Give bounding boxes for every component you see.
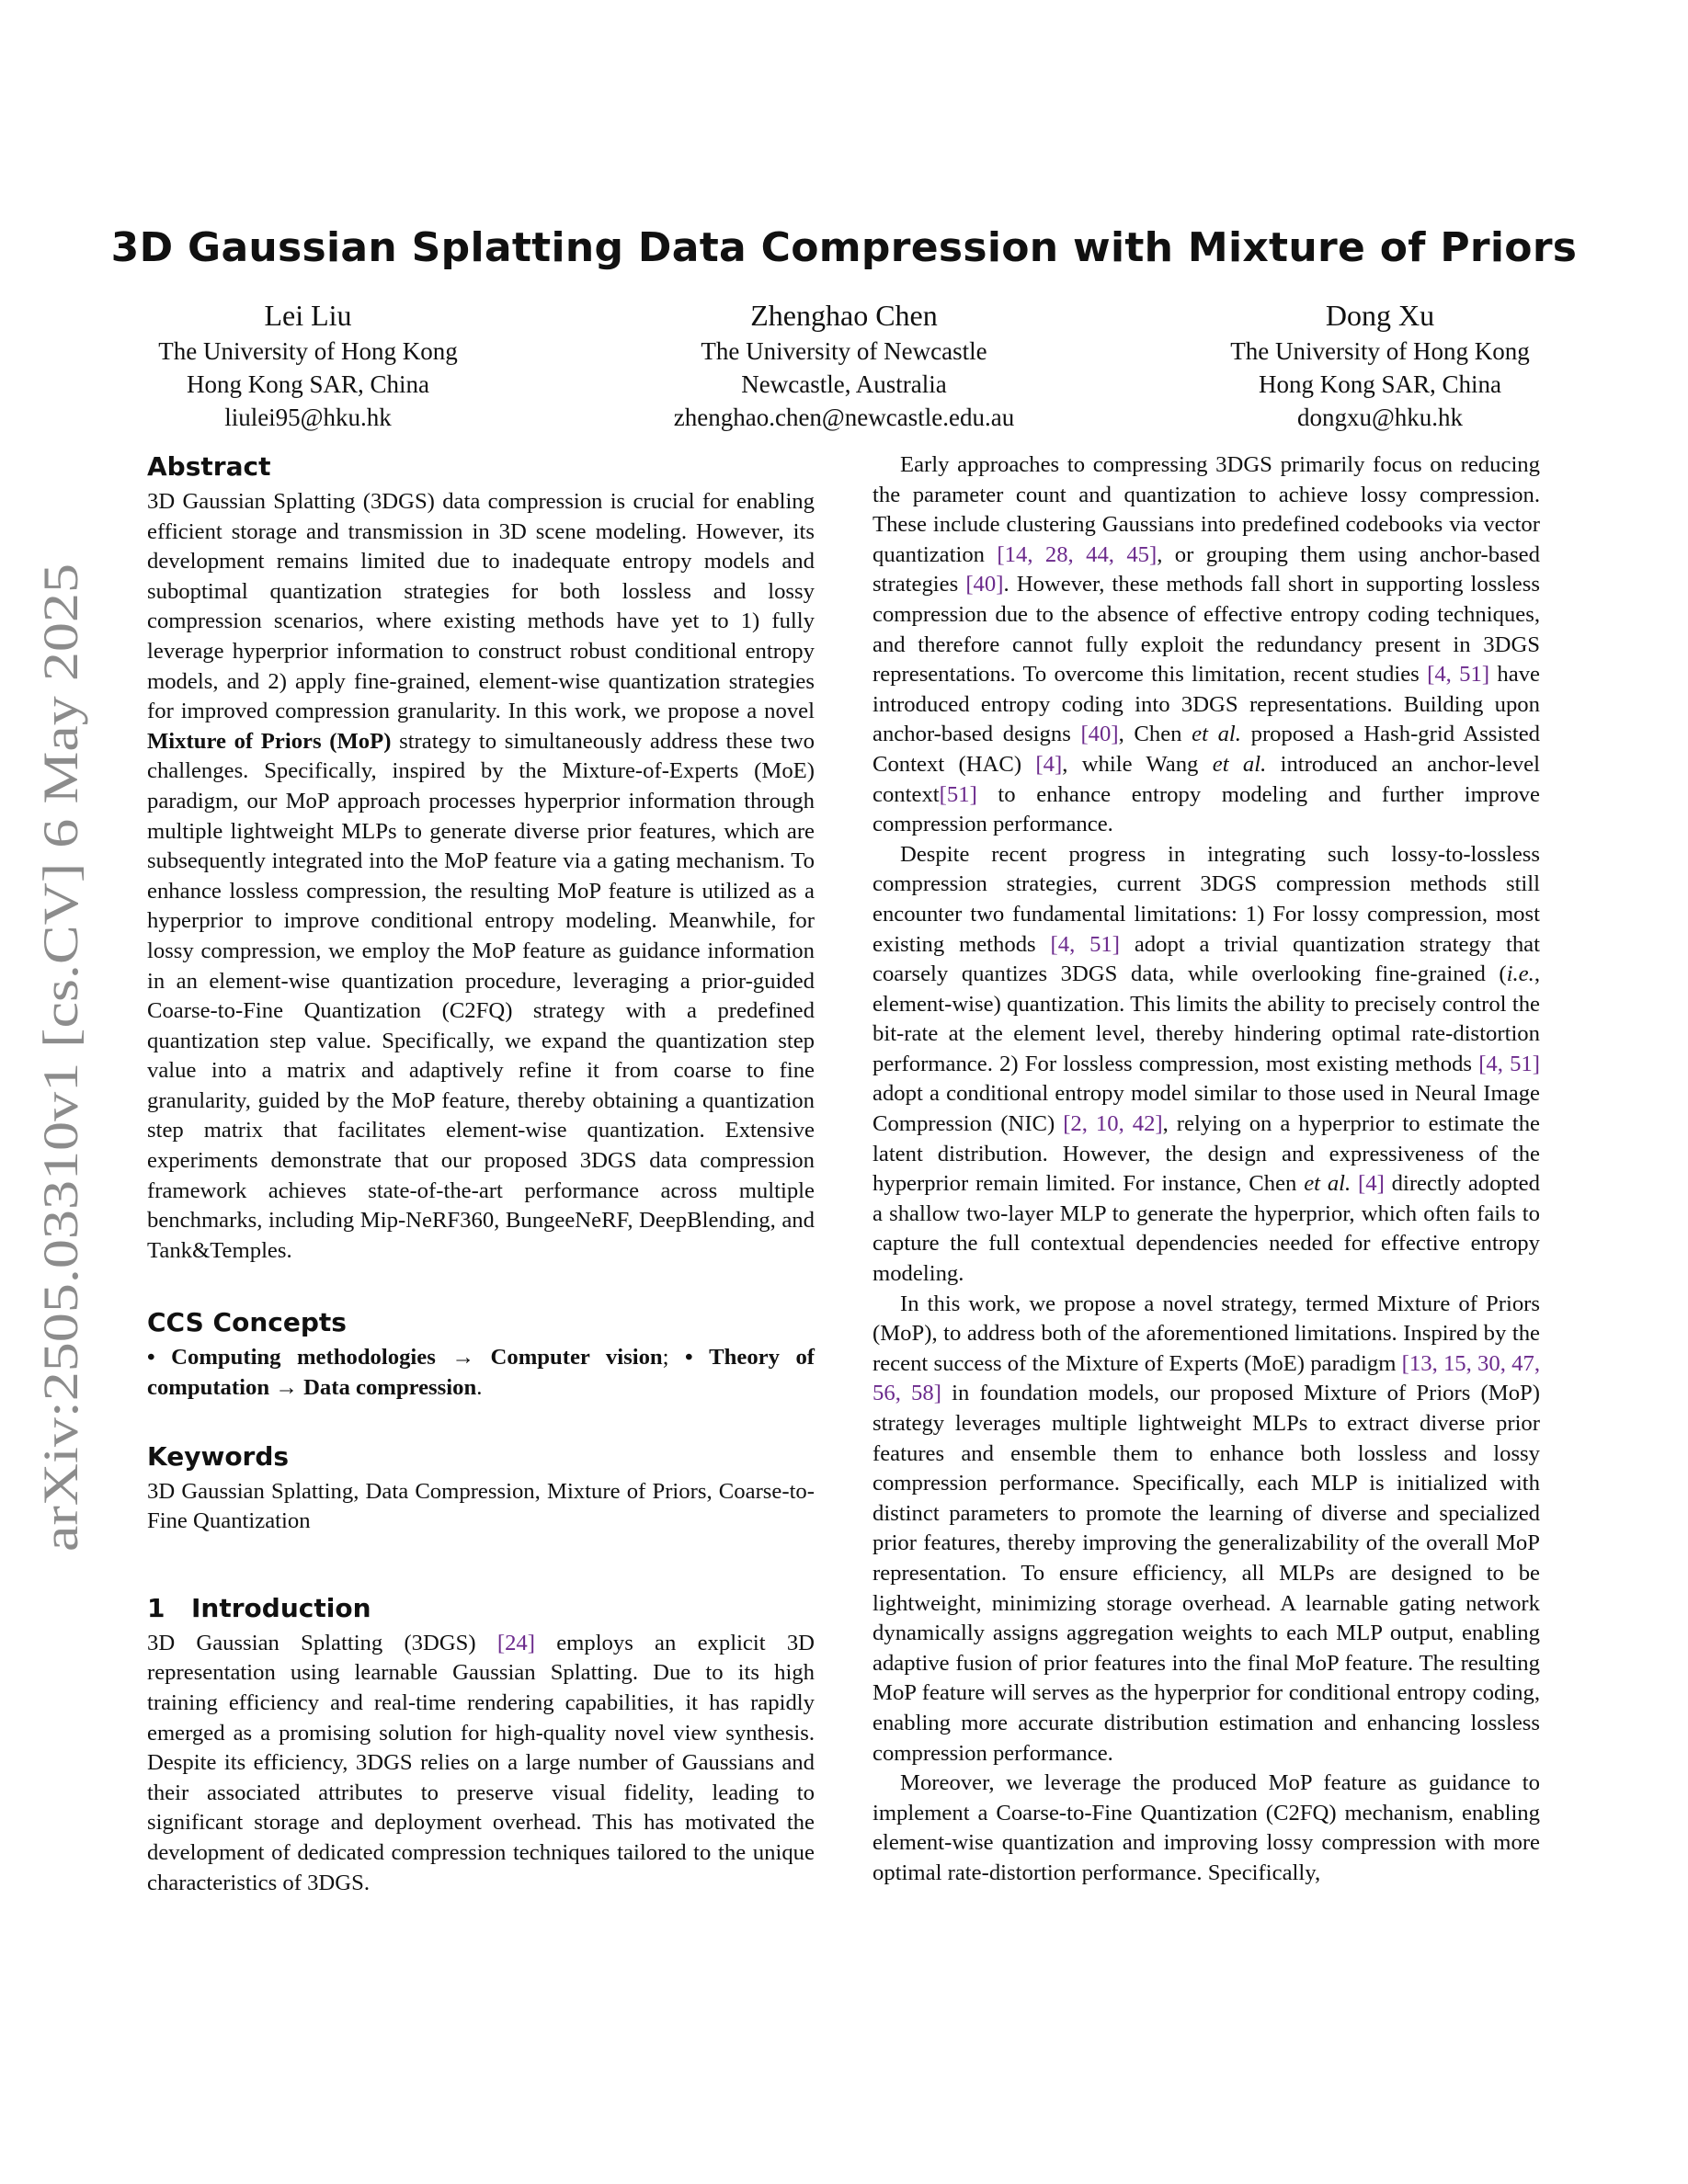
- text-part: Early approaches to compressing 3DGS primarily focus on reducing the parameter count and quantization to achieve lossy compression. These include clustering Gaussians into predefined codebooks via vector quantization: [873, 452, 1540, 567]
- text-part: in foundation models, our proposed Mixture of Priors (MoP) strategy leverages multiple lightweight MLPs to extract diverse prior features and ensemble them to enhance both lossless and lossy compression performance. Specifically, each MLP is initialized with distinct parameters to promote the learning of diverse and specialized prior features, thereby improving the generalizability of the overall MoP representation. To ensure efficiency, all MLPs are designed to be lightweight, minimizing storage overhead. A learnable gating network dynamically assigns aggregation weights to each MLP output, enabling adaptive fusion of prior features into the final MoP feature. The resulting MoP feature will serves as the hyperprior for conditional entropy coding, enabling more accurate distribution estimation and enhancing lossless compression performance.: [873, 1381, 1540, 1766]
- text-part: In this work, we propose a novel strategy, termed Mixture of Priors (MoP), to address both of the aforementioned limitations. Inspired by the recent success of the Mixture of Experts (MoE) paradigm: [873, 1291, 1540, 1376]
- ccs-end: .: [476, 1375, 483, 1401]
- arxiv-stamp-svg: [17, 559, 97, 1552]
- ccs-separator: ;: [662, 1345, 686, 1371]
- keywords-heading: Keywords: [147, 1440, 290, 1472]
- citation-link[interactable]: [4, 51]: [1427, 662, 1490, 688]
- abstract-text-part: strategy to simultaneously address these two challenges. Specifically, inspired by the Mixture-of-Experts (MoE) paradigm, our MoP approach processes hyperprior information through multiple lightweight MLPs to generate diverse prior features, which are subsequently integrated into the MoP feature via a gating mechanism. To enhance lossless compression, the resulting MoP feature is utilized as a hyperprior to improve conditional entropy modeling. Meanwhile, for lossy compression, we employ the MoP feature as guidance information in an element-wise quantization procedure, leveraging a prior-guided Coarse-to-Fine Quantization (C2FQ) strategy with a predefined quantization step value. Specifically, we expand the quantization step value into a matrix and adaptively refine it from coarse to fine granularity, guided by the MoP feature, thereby obtaining a quantization step matrix that facilitates element-wise quantization. Extensive experiments demonstrate that our proposed 3DGS data compression framework achieves state-of-the-art performance across multiple benchmarks, including Mip-NeRF360, BungeeNeRF, DeepBlending, and Tank&Temples.: [147, 728, 815, 1263]
- author-block: [92, 296, 1596, 434]
- author-email[interactable]: zhenghao.chen@newcastle.edu.au: [673, 404, 1015, 431]
- ccs-item-1: Computing methodologies → Computer vision: [171, 1345, 663, 1371]
- citation-link[interactable]: [24]: [496, 1630, 535, 1655]
- text-part: adopt a trivial quantization strategy that coarsely quantizes 3DGS data, while overlooking fine-grained (: [873, 931, 1540, 987]
- author-affiliation: The University of Hong Kong: [158, 337, 458, 365]
- citation-link[interactable]: [14, 28, 44, 45]: [997, 541, 1158, 567]
- intro-paragraph-2: [873, 450, 1540, 840]
- author-name: Dong Xu: [1325, 299, 1435, 332]
- author-name: Lei Liu: [264, 299, 352, 332]
- ccs-bullet: •: [685, 1345, 693, 1371]
- paper-title: 3D Gaussian Splatting Data Compression with Mixture of Priors: [110, 224, 1578, 271]
- text-part: directly adopted a shallow two-layer MLP to generate the hyperprior, which often fails to capture the full contextual dependencies needed for effective entropy modeling.: [873, 1171, 1540, 1287]
- text-part: , while Wang: [1062, 751, 1213, 777]
- citation-link[interactable]: [40]: [1080, 722, 1119, 747]
- section-title: Introduction: [191, 1592, 371, 1623]
- text-part: , or grouping them using anchor-based strategies: [873, 541, 1540, 597]
- text-part: 3D Gaussian Splatting (3DGS): [147, 1630, 497, 1655]
- intro-paragraph-4: [873, 1290, 1540, 1769]
- citation-link[interactable]: [51]: [939, 781, 977, 807]
- text-part: have introduced entropy coding into 3DGS representations. Building upon anchor-based designs: [873, 662, 1540, 747]
- citation-link[interactable]: [4, 51]: [1050, 931, 1120, 957]
- abstract-heading: Abstract: [147, 451, 271, 482]
- ccs-bullet: •: [147, 1345, 155, 1371]
- right-column: [873, 450, 1540, 1889]
- author-1: [92, 296, 524, 434]
- author-3: [1164, 296, 1596, 434]
- text-part: , Chen: [1118, 722, 1192, 747]
- text-part: Despite recent progress in integrating such lossy-to-lossless compression strategies, current 3DGS compression methods still encounter two fundamental limitations: 1) For lossy compression, most existing methods: [873, 841, 1540, 957]
- ccs-heading: CCS Concepts: [147, 1307, 347, 1338]
- abstract-text: [147, 487, 815, 1266]
- keywords-text: 3D Gaussian Splatting, Data Compression, Mixture of Priors, Coarse-to-Fine Quantization: [147, 1478, 815, 1534]
- ccs-item-2: Theory of computation → Data compression: [147, 1345, 815, 1401]
- author-affiliation: The University of Newcastle: [701, 337, 987, 365]
- text-part: , element-wise) quantization. This limits the ability to precisely control the bit-rate at the element level, thereby hindering optimal rate-distortion performance. 2) For lossless compression, most existing methods: [873, 961, 1540, 1076]
- author-affiliation: The University of Hong Kong: [1230, 337, 1530, 365]
- citation-link[interactable]: [2, 10, 42]: [1063, 1111, 1163, 1137]
- author-email[interactable]: dongxu@hku.hk: [1296, 404, 1464, 431]
- arxiv-sidebar-stamp: [17, 559, 97, 1552]
- left-column: [147, 450, 815, 1898]
- abstract-method-name: Mixture of Priors (MoP): [147, 728, 392, 754]
- section-number: 1: [147, 1592, 165, 1623]
- text-part: , relying on a hyperprior to estimate the latent distribution. However, the design and expressiveness of the hyperprior remain limited. For instance, Chen: [873, 1111, 1540, 1197]
- citation-link[interactable]: [4]: [1035, 751, 1063, 777]
- arxiv-id-text: arXiv:2505.03310v1 [cs.CV] 6 May 2025: [33, 719, 88, 1552]
- text-part: introduced an anchor-level context: [873, 751, 1540, 807]
- ie-abbrev: i.e.: [1506, 961, 1534, 987]
- abstract-text-part: 3D Gaussian Splatting (3DGS) data compression is crucial for enabling efficient storage and transmission in 3D scene modeling. However, its development remains limited due to inadequate entropy models and suboptimal quantization strategies for both lossless and lossy compression scenarios, where existing methods have yet to 1) fully leverage hyperprior information to construct robust conditional entropy models, and 2) apply fine-grained, element-wise quantization strategies for improved compression granularity. In this work, we propose a novel: [147, 489, 815, 724]
- author-2: [628, 296, 1060, 434]
- text-part: [1351, 1171, 1358, 1196]
- citation-link[interactable]: [40]: [965, 572, 1004, 597]
- author-location: Hong Kong SAR, China: [186, 370, 429, 398]
- ccs-text: [147, 1343, 815, 1403]
- et-al: et al.: [1192, 722, 1241, 747]
- intro-paragraph-5: [873, 1769, 1540, 1888]
- intro-paragraph-1: [147, 1629, 815, 1898]
- introduction-heading: [147, 1592, 815, 1625]
- text-part: adopt a conditional entropy model similar to those used in Neural Image Compression (NIC): [873, 1081, 1540, 1137]
- text-part: . However, these methods fall short in supporting lossless compression due to the absence of effective entropy coding techniques, and therefore cannot fully exploit the redundancy present in 3DGS representations. To overcome this limitation, recent studies: [873, 572, 1540, 688]
- text-part: proposed a Hash-grid Assisted Context (HAC): [873, 722, 1540, 777]
- citation-link[interactable]: [4]: [1358, 1171, 1385, 1197]
- et-al: et al.: [1304, 1171, 1352, 1197]
- text-part: employs an explicit 3D representation using learnable Gaussian Splatting. Due to its high training efficiency and real-time rendering capabilities, it has rapidly emerged as a promising solution for high-quality novel view synthesis. Despite its efficiency, 3DGS relies on a large number of Gaussians and their associated attributes to preserve visual fidelity, leading to significant storage and deployment overhead. This has motivated the development of dedicated compression techniques tailored to the unique characteristics of 3DGS.: [147, 1630, 815, 1895]
- intro-paragraph-3: [873, 840, 1540, 1290]
- citation-link[interactable]: [13, 15, 30, 47, 56, 58]: [873, 1350, 1540, 1406]
- author-name: Zhenghao Chen: [750, 299, 938, 332]
- text-part: Moreover, we leverage the produced MoP feature as guidance to implement a Coarse-to-Fine Quantization (C2FQ) mechanism, enabling element-wise quantization and improving lossy compression with more optimal rate-distortion performance. Specifically,: [873, 1770, 1540, 1885]
- author-email[interactable]: liulei95@hku.hk: [224, 404, 392, 431]
- author-location: Newcastle, Australia: [741, 370, 947, 398]
- et-al: et al.: [1212, 751, 1267, 777]
- citation-link[interactable]: [4, 51]: [1478, 1051, 1540, 1076]
- text-part: to enhance entropy modeling and further improve compression performance.: [873, 781, 1540, 837]
- author-location: Hong Kong SAR, China: [1258, 370, 1501, 398]
